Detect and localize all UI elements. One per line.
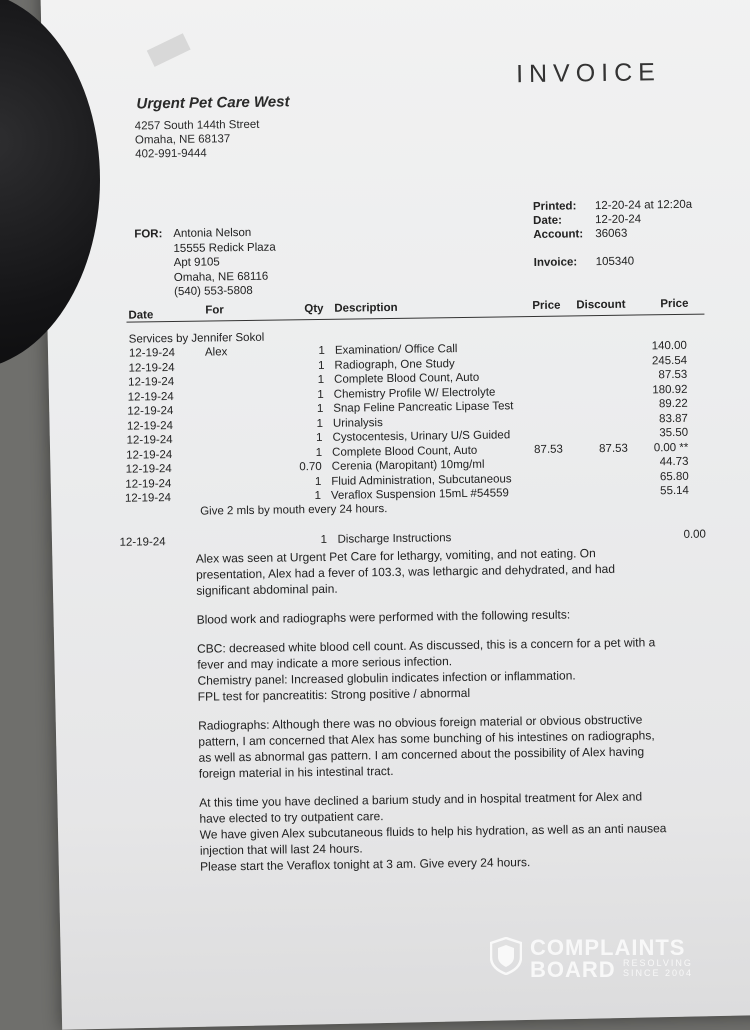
row-date: 12-19-24 — [126, 419, 174, 433]
note-veraflox: Please start the Veraflox tonight at 3 am. Give every 24 hours. — [200, 855, 531, 874]
row-qty: 1 — [314, 475, 322, 488]
row-description: Veraflox Suspension 15mL #54559 — [330, 487, 509, 502]
col-price: Price — [532, 299, 561, 312]
printed-value: 12-20-24 at 12:20a — [594, 198, 693, 213]
note-presentation: Alex was seen at Urgent Pet Care for lethargy, vomiting, and not eating. On presentation, Alex had a fever of 103.3, was lethargic and dehydrated, and had significant abdominal pain. — [195, 546, 616, 598]
dose-note: Give 2 mls by mouth every 24 hours. — [200, 503, 388, 518]
client-street: 15555 Redick Plaza — [173, 241, 276, 255]
discharge-total: 0.00 — [683, 528, 706, 541]
row-description: Chemistry Profile W/ Electrolyte — [333, 386, 496, 401]
row-description: Complete Blood Count, Auto — [332, 444, 478, 459]
row-qty: 0.70 — [299, 460, 322, 474]
row-total: 0.00 ** — [653, 441, 689, 454]
col-for: For — [205, 304, 224, 317]
row-date: 12-19-24 — [128, 346, 176, 360]
row-qty: 1 — [318, 359, 325, 372]
for-label: FOR: — [134, 228, 163, 241]
row-date: 12-19-24 — [128, 361, 175, 375]
row-description: Urinalysis — [332, 416, 383, 430]
note-lab-results — [197, 634, 668, 705]
row-qty: 1 — [316, 402, 324, 416]
row-description: Cerenia (Maropitant) 10mg/ml — [331, 458, 485, 473]
discharge-qty: 1 — [320, 533, 328, 546]
row-qty: 1 — [314, 489, 322, 503]
note-fpl: FPL test for pancreatitis: Strong positive / abnormal — [197, 685, 471, 704]
invoice-title: INVOICE — [515, 58, 662, 89]
note-fluids: We have given Alex subcutaneous fluids to help his hydration, as well as an anti nausea injection that will last 24 hours. — [199, 821, 667, 858]
discharge-notes — [196, 544, 671, 888]
invoice-label: Invoice: — [533, 256, 578, 269]
row-qty: 1 — [317, 388, 324, 401]
row-description: Examination/ Office Call — [334, 343, 458, 357]
row-total: 87.53 — [658, 368, 688, 382]
col-date: Date — [128, 309, 154, 322]
clinic-address — [135, 118, 260, 162]
row-total: 180.92 — [652, 383, 688, 396]
row-date: 12-19-24 — [127, 405, 174, 418]
clinic-name: Urgent Pet Care West — [136, 93, 290, 113]
row-date: 12-19-24 — [124, 492, 172, 505]
watermark-tagline — [623, 958, 693, 978]
row-date: 12-19-24 — [127, 390, 174, 404]
row-for: Alex — [204, 346, 228, 359]
row-total: 35.50 — [659, 426, 689, 440]
row-total: 65.80 — [659, 470, 689, 483]
row-description: Snap Feline Pancreatic Lipase Test — [333, 400, 514, 415]
client-city: Omaha, NE 68116 — [173, 270, 269, 284]
row-description: Cystocentesis, Urinary U/S Guided — [332, 429, 511, 444]
clinic-phone: 402-991-9444 — [135, 147, 207, 161]
row-date: 12-19-24 — [125, 463, 172, 476]
watermark-tag1: RESOLVING — [623, 958, 693, 968]
client-apt: Apt 9105 — [173, 256, 220, 269]
note-radiographs: Radiographs: Although there was no obvious foreign material or obvious obstructive pattern, I am concerned that Alex has some bunching of his intestines on radiographs, as well as abnormal gas pattern. I am concerned about the possibility of Alex having foreign material in his intestinal tract. — [198, 712, 655, 781]
row-description: Complete Blood Count, Auto — [334, 371, 480, 386]
row-description: Fluid Administration, Subcutaneous — [331, 472, 512, 488]
note-declined: At this time you have declined a barium study and in hospital treatment for Alex and have elected to try outpatient care. — [199, 789, 643, 826]
row-total: 245.54 — [651, 354, 688, 367]
row-qty: 1 — [316, 417, 324, 430]
paper-marker-smudge — [147, 33, 191, 67]
shield-icon — [490, 937, 522, 975]
invoice-value: 105340 — [595, 255, 635, 269]
printed-label: Printed: — [532, 200, 577, 213]
clinic-street: 4257 South 144th Street — [134, 118, 260, 133]
services-by: Services by Jennifer Sokol — [128, 331, 265, 346]
note-results-intro: Blood work and radiographs were performed with the following results: — [196, 607, 571, 627]
watermark-line2: BOARD — [530, 957, 616, 982]
watermark-line1: COMPLAINTS — [530, 935, 686, 960]
date-label: Date: — [533, 214, 562, 227]
row-qty: 1 — [317, 373, 325, 386]
discharge-desc: Discharge Instructions — [337, 532, 452, 546]
row-total: 55.14 — [660, 484, 689, 498]
row-qty: 1 — [315, 446, 323, 459]
clinic-city: Omaha, NE 68137 — [134, 133, 231, 147]
row-total: 140.00 — [651, 339, 687, 353]
row-description: Radiograph, One Study — [334, 357, 455, 372]
row-total: 89.22 — [658, 397, 688, 411]
note-chemistry: Chemistry panel: Increased globulin indicates infection or inflammation. — [197, 668, 576, 688]
row-total: 44.73 — [659, 455, 689, 469]
row-price: 87.53 — [534, 443, 563, 456]
col-description: Description — [334, 301, 398, 315]
row-date: 12-19-24 — [126, 434, 173, 447]
row-date: 12-19-24 — [128, 376, 175, 389]
watermark-tag2: SINCE 2004 — [623, 968, 694, 978]
client-name: Antonia Nelson — [173, 226, 252, 240]
row-total: 83.87 — [659, 412, 688, 425]
client-phone: (540) 553-5808 — [174, 284, 253, 298]
row-date: 12-19-24 — [125, 477, 172, 491]
account-value: 36063 — [595, 227, 628, 241]
note-treatment — [199, 788, 670, 875]
note-cbc: CBC: decreased white blood cell count. As discussed, this is a concern for a pet with a fever and may indicate a more serious infection. — [196, 635, 656, 672]
date-value: 12-20-24 — [595, 213, 642, 227]
row-date: 12-19-24 — [126, 448, 173, 462]
col-total: Price — [660, 297, 689, 311]
row-discount: 87.53 — [599, 442, 628, 455]
col-qty: Qty — [304, 302, 324, 316]
row-qty: 1 — [318, 344, 326, 357]
col-discount: Discount — [576, 298, 626, 312]
client-address — [173, 226, 276, 300]
account-label: Account: — [533, 228, 584, 241]
discharge-date: 12-19-24 — [119, 536, 166, 549]
row-qty: 1 — [316, 431, 323, 445]
